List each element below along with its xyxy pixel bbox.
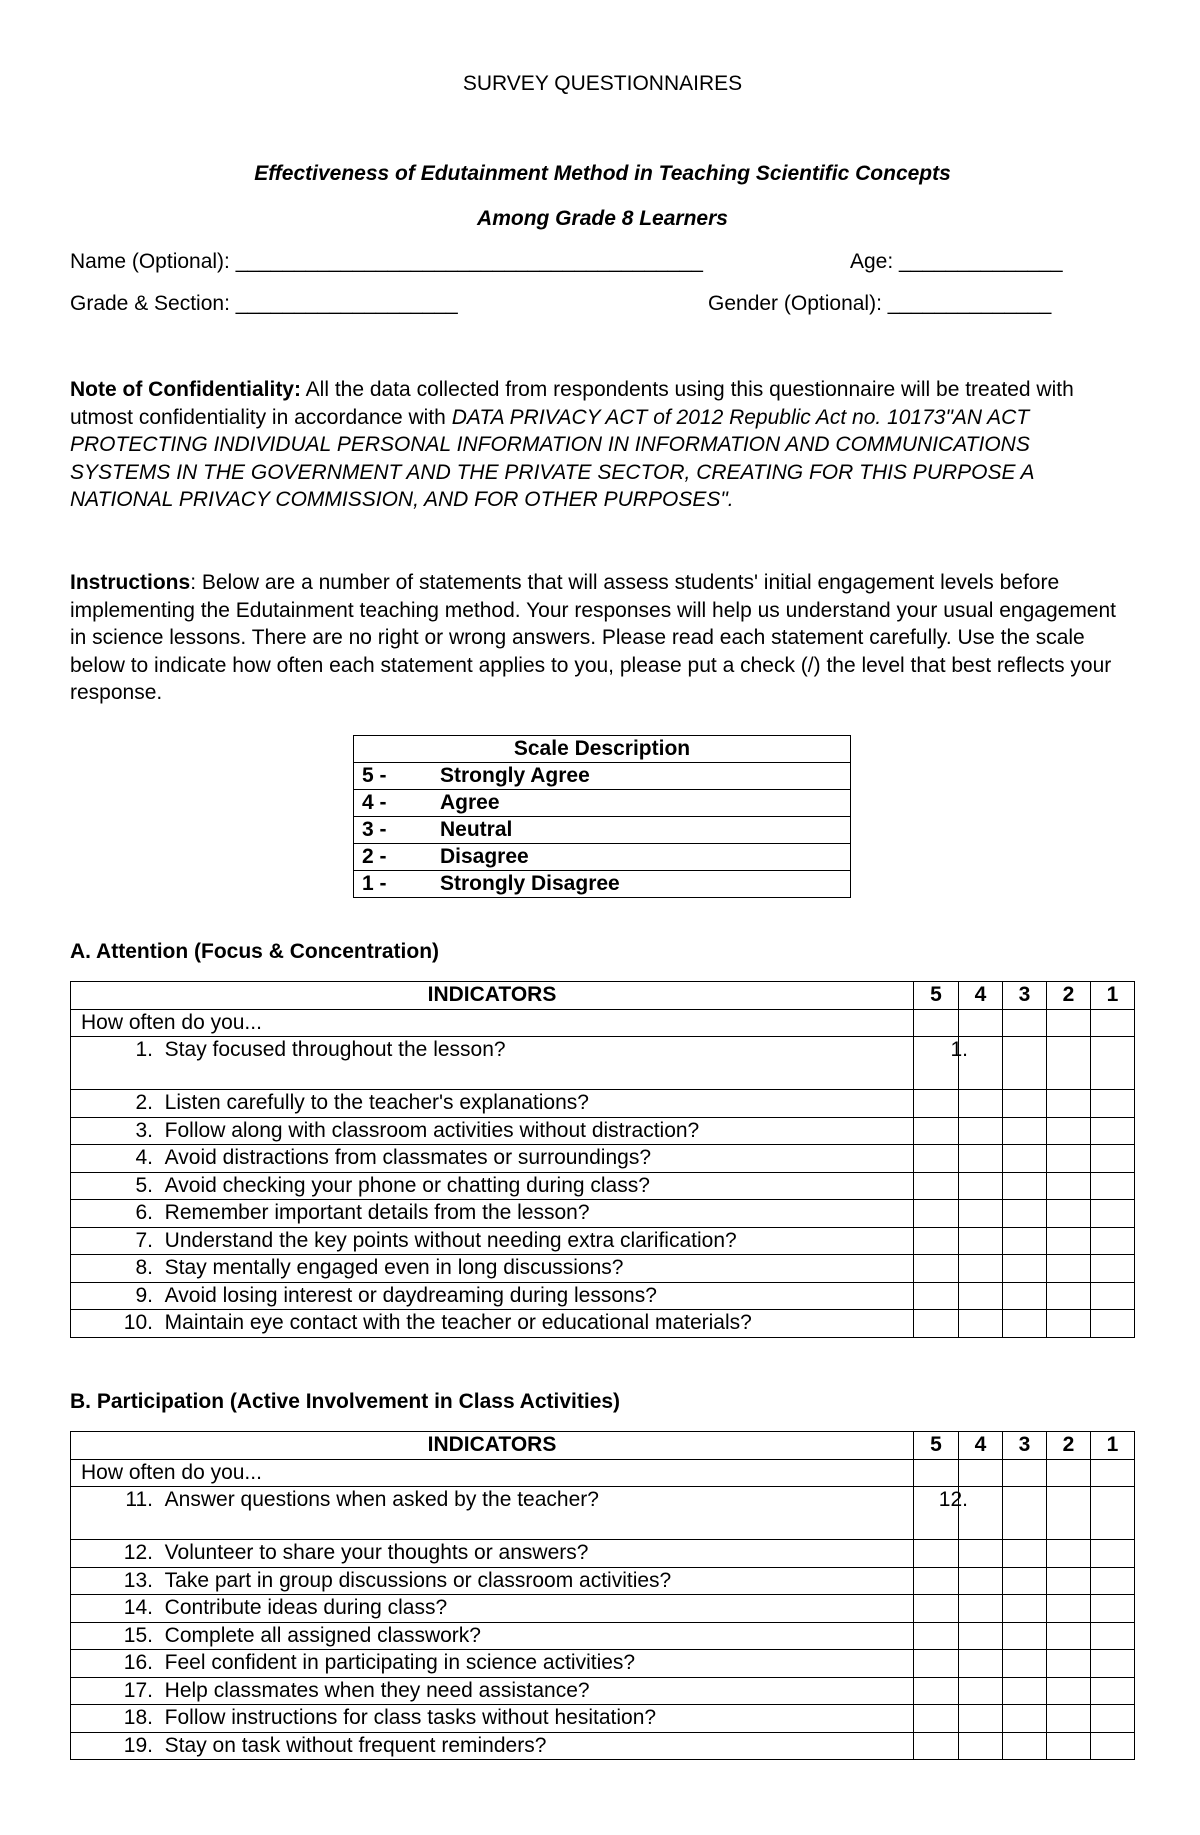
item-number: 1.	[135, 1038, 153, 1061]
rating-checkbox[interactable]	[1003, 1255, 1047, 1283]
prompt-text: How often do you...	[71, 1009, 914, 1037]
table-row	[71, 1622, 1135, 1650]
rating-checkbox[interactable]	[1091, 1567, 1135, 1595]
note-text: All the data collected from respondents using this questionnaire will be treated with utmost confidentiality in accordance with	[70, 378, 1074, 429]
rating-checkbox[interactable]	[1047, 1487, 1091, 1540]
rating-checkbox[interactable]	[1091, 1487, 1135, 1540]
rating-checkbox[interactable]	[1003, 1705, 1047, 1733]
rating-checkbox[interactable]	[1091, 1622, 1135, 1650]
rating-checkbox[interactable]	[914, 1172, 959, 1200]
rating-checkbox[interactable]	[1003, 1677, 1047, 1705]
stray-mark: 12.	[938, 1488, 968, 1511]
col-4-header: 4	[959, 982, 1003, 1010]
table-row	[71, 1037, 1135, 1090]
rating-checkbox[interactable]	[959, 1622, 1003, 1650]
item-number: 3.	[135, 1118, 153, 1142]
item-text: Stay on task without frequent reminders?	[164, 1733, 547, 1757]
grade-section-field[interactable]: Grade & Section: ___________________	[70, 292, 458, 315]
item-number: 5.	[135, 1173, 153, 1197]
col-1-header: 1	[1091, 982, 1135, 1010]
indicator-text	[71, 1487, 914, 1540]
rating-checkbox[interactable]	[914, 1622, 959, 1650]
rating-cell	[1091, 1459, 1135, 1487]
indicator-text	[71, 1540, 914, 1568]
rating-checkbox[interactable]	[1003, 1117, 1047, 1145]
rating-checkbox[interactable]	[1091, 1282, 1135, 1310]
indicator-text	[71, 1227, 914, 1255]
rating-checkbox[interactable]	[1091, 1650, 1135, 1678]
scale-header: Scale Description	[354, 736, 851, 763]
item-number: 2.	[135, 1091, 153, 1115]
col-1-header: 1	[1091, 1432, 1135, 1460]
rating-checkbox[interactable]	[1047, 1037, 1091, 1090]
rating-checkbox[interactable]	[959, 1200, 1003, 1228]
stray-mark: 1.	[950, 1038, 968, 1061]
rating-checkbox[interactable]	[1091, 1595, 1135, 1623]
rating-checkbox[interactable]	[914, 1310, 959, 1338]
attention-indicators-table	[70, 981, 1135, 1338]
scale-num: 4 -	[354, 790, 433, 817]
col-4-header: 4	[959, 1432, 1003, 1460]
rating-checkbox[interactable]	[959, 1650, 1003, 1678]
table-row	[71, 1282, 1135, 1310]
rating-checkbox[interactable]	[1003, 1540, 1047, 1568]
item-text: Complete all assigned classwork?	[164, 1623, 481, 1647]
table-row	[71, 1310, 1135, 1338]
table-row	[71, 1567, 1135, 1595]
rating-checkbox[interactable]	[1091, 1255, 1135, 1283]
rating-checkbox[interactable]	[1003, 1310, 1047, 1338]
survey-subtitle-line2: Among Grade 8 Learners	[477, 207, 728, 230]
rating-checkbox[interactable]	[914, 1090, 959, 1118]
rating-checkbox[interactable]	[1003, 1200, 1047, 1228]
item-number: 12.	[123, 1541, 153, 1565]
indicators-header: INDICATORS	[71, 1432, 914, 1460]
rating-checkbox[interactable]	[1047, 1567, 1091, 1595]
col-5-header: 5	[914, 1432, 959, 1460]
rating-checkbox[interactable]	[1047, 1622, 1091, 1650]
indicator-text	[71, 1255, 914, 1283]
rating-checkbox[interactable]	[914, 1595, 959, 1623]
indicator-text	[71, 1200, 914, 1228]
table-row	[71, 1227, 1135, 1255]
rating-checkbox[interactable]	[1047, 1172, 1091, 1200]
rating-cell	[1091, 1009, 1135, 1037]
survey-subtitle-line1: Effectiveness of Edutainment Method in Teaching Scientific Concepts	[254, 162, 951, 185]
instructions-label: Instructions	[70, 571, 191, 594]
table-row	[71, 1487, 1135, 1540]
indicator-text	[71, 1567, 914, 1595]
rating-checkbox[interactable]	[1047, 1255, 1091, 1283]
rating-checkbox[interactable]	[959, 1540, 1003, 1568]
item-number: 14.	[123, 1596, 153, 1620]
section-b-heading: B. Participation (Active Involvement in Class Activities)	[70, 1390, 621, 1413]
rating-checkbox[interactable]	[914, 1650, 959, 1678]
scale-desc: Agree	[432, 790, 851, 817]
rating-checkbox[interactable]	[914, 1567, 959, 1595]
scale-desc: Disagree	[432, 844, 851, 871]
rating-checkbox[interactable]	[959, 1117, 1003, 1145]
scale-row	[354, 871, 851, 898]
table-row	[71, 1595, 1135, 1623]
scale-description-table	[353, 735, 851, 898]
indicator-text	[71, 1117, 914, 1145]
table-row	[71, 1255, 1135, 1283]
rating-checkbox[interactable]	[1003, 1227, 1047, 1255]
rating-checkbox[interactable]	[1047, 1732, 1091, 1760]
item-text: Listen carefully to the teacher's explanations?	[164, 1091, 589, 1115]
rating-checkbox[interactable]	[1091, 1705, 1135, 1733]
item-text: Remember important details from the lesson?	[164, 1201, 590, 1225]
age-field[interactable]: Age: ______________	[850, 250, 1063, 273]
rating-checkbox[interactable]	[1003, 1037, 1047, 1090]
rating-checkbox[interactable]	[1047, 1145, 1091, 1173]
scale-desc: Strongly Agree	[432, 763, 851, 790]
rating-checkbox[interactable]	[959, 1732, 1003, 1760]
scale-num: 5 -	[354, 763, 433, 790]
rating-checkbox[interactable]	[1091, 1540, 1135, 1568]
rating-checkbox[interactable]	[1091, 1172, 1135, 1200]
rating-checkbox[interactable]	[914, 1677, 959, 1705]
item-text: Feel confident in participating in science activities?	[164, 1651, 636, 1675]
rating-checkbox[interactable]	[1047, 1540, 1091, 1568]
rating-cell	[1047, 1009, 1091, 1037]
scale-num: 3 -	[354, 817, 433, 844]
rating-cell	[914, 1459, 959, 1487]
rating-checkbox[interactable]	[1091, 1117, 1135, 1145]
instructions-text: : Below are a number of statements that will assess students' initial engagement levels before implementing the Edutainment teaching method. Your responses will help us understand your usual engagement in science lessons. There are no right or wrong answers. Please read each statement carefully. Use the scale below to indicate how often each statement applies to you, please put a check (/) the level that best reflects your response.	[70, 571, 1117, 704]
note-law: DATA PRIVACY ACT of 2012 Republic Act no. 10173"AN ACT PROTECTING INDIVIDUAL PERSONAL INFORMATION IN INFORMATION AND COMMUNICATIONS SYSTEMS IN THE GOVERNMENT AND THE PRIVATE SECTOR, CREATING FOR THIS PURPOSE A NATIONAL PRIVACY COMMISSION, AND FOR OTHER PURPOSES".	[70, 405, 1034, 511]
rating-checkbox[interactable]	[914, 1705, 959, 1733]
prompt-row	[71, 1009, 1135, 1037]
indicator-text	[71, 1090, 914, 1118]
item-text: Follow instructions for class tasks without hesitation?	[164, 1706, 657, 1730]
item-number: 10.	[123, 1311, 153, 1335]
indicator-text	[71, 1705, 914, 1733]
rating-checkbox[interactable]	[1003, 1622, 1047, 1650]
col-2-header: 2	[1047, 1432, 1091, 1460]
rating-checkbox[interactable]	[1047, 1200, 1091, 1228]
page-title: SURVEY QUESTIONNAIRES	[462, 72, 743, 95]
indicator-text	[71, 1622, 914, 1650]
indicator-text	[71, 1172, 914, 1200]
rating-checkbox[interactable]	[959, 1310, 1003, 1338]
scale-row	[354, 844, 851, 871]
rating-checkbox[interactable]	[914, 1540, 959, 1568]
indicator-text	[71, 1677, 914, 1705]
table-row	[71, 1172, 1135, 1200]
table-row	[71, 1732, 1135, 1760]
table-row	[71, 1145, 1135, 1173]
table-row	[71, 1117, 1135, 1145]
rating-checkbox[interactable]	[1091, 1037, 1135, 1090]
item-text: Avoid checking your phone or chatting during class?	[164, 1173, 650, 1197]
rating-checkbox[interactable]	[959, 1255, 1003, 1283]
rating-checkbox[interactable]	[914, 1037, 968, 1090]
table-row	[71, 1705, 1135, 1733]
indicator-text	[71, 1732, 914, 1760]
rating-checkbox[interactable]	[914, 1282, 959, 1310]
participation-indicators-table	[70, 1431, 1135, 1760]
item-number: 7.	[135, 1228, 153, 1252]
item-text: Answer questions when asked by the teacher?	[164, 1488, 599, 1511]
table-row	[71, 1540, 1135, 1568]
item-text: Take part in group discussions or classroom activities?	[164, 1568, 672, 1592]
col-2-header: 2	[1047, 982, 1091, 1010]
rating-checkbox[interactable]	[1003, 1595, 1047, 1623]
col-3-header: 3	[1003, 1432, 1047, 1460]
rating-checkbox[interactable]	[959, 1705, 1003, 1733]
item-number: 19.	[123, 1733, 153, 1757]
rating-checkbox[interactable]	[1003, 1732, 1047, 1760]
table-row	[71, 1200, 1135, 1228]
rating-checkbox[interactable]	[1091, 1200, 1135, 1228]
rating-checkbox[interactable]	[959, 1282, 1003, 1310]
indicator-text	[71, 1037, 914, 1090]
item-text: Volunteer to share your thoughts or answers?	[164, 1541, 589, 1565]
rating-checkbox[interactable]	[914, 1200, 959, 1228]
rating-checkbox[interactable]	[914, 1255, 959, 1283]
rating-checkbox[interactable]	[1047, 1282, 1091, 1310]
rating-cell	[1003, 1459, 1047, 1487]
rating-checkbox[interactable]	[1003, 1650, 1047, 1678]
rating-checkbox[interactable]	[914, 1117, 959, 1145]
rating-checkbox[interactable]	[959, 1172, 1003, 1200]
instructions	[70, 569, 1130, 707]
col-3-header: 3	[1003, 982, 1047, 1010]
rating-checkbox[interactable]	[914, 1227, 959, 1255]
item-number: 11.	[125, 1488, 153, 1511]
gender-field[interactable]: Gender (Optional): ______________	[708, 292, 1052, 315]
rating-checkbox[interactable]	[1047, 1227, 1091, 1255]
rating-cell	[959, 1009, 1003, 1037]
item-number: 6.	[135, 1201, 153, 1225]
rating-checkbox[interactable]	[959, 1567, 1003, 1595]
rating-cell	[1003, 1009, 1047, 1037]
rating-checkbox[interactable]	[1003, 1172, 1047, 1200]
rating-cell	[914, 1009, 959, 1037]
indicators-header: INDICATORS	[71, 982, 914, 1010]
item-text: Maintain eye contact with the teacher or educational materials?	[164, 1311, 752, 1335]
prompt-row	[71, 1459, 1135, 1487]
rating-checkbox[interactable]	[959, 1227, 1003, 1255]
name-field[interactable]: Name (Optional): ________________________________________	[70, 250, 703, 273]
rating-checkbox[interactable]	[1047, 1090, 1091, 1118]
rating-checkbox[interactable]	[1047, 1677, 1091, 1705]
rating-checkbox[interactable]	[1091, 1310, 1135, 1338]
rating-checkbox[interactable]	[1047, 1117, 1091, 1145]
rating-checkbox[interactable]	[1091, 1090, 1135, 1118]
rating-checkbox[interactable]	[959, 1145, 1003, 1173]
indicator-text	[71, 1282, 914, 1310]
scale-desc: Strongly Disagree	[432, 871, 851, 898]
scale-row	[354, 817, 851, 844]
rating-checkbox[interactable]	[1091, 1227, 1135, 1255]
item-number: 8.	[135, 1256, 153, 1280]
scale-desc: Neutral	[432, 817, 851, 844]
indicator-text	[71, 1145, 914, 1173]
rating-checkbox[interactable]	[1003, 1567, 1047, 1595]
item-text: Stay mentally engaged even in long discussions?	[164, 1256, 624, 1280]
rating-checkbox[interactable]	[1003, 1145, 1047, 1173]
col-5-header: 5	[914, 982, 959, 1010]
rating-checkbox[interactable]	[959, 1677, 1003, 1705]
item-text: Contribute ideas during class?	[164, 1596, 448, 1620]
scale-row	[354, 790, 851, 817]
rating-checkbox[interactable]	[1091, 1732, 1135, 1760]
rating-checkbox[interactable]	[914, 1732, 959, 1760]
item-number: 16.	[123, 1651, 153, 1675]
rating-checkbox[interactable]	[1003, 1090, 1047, 1118]
item-number: 13.	[123, 1568, 153, 1592]
confidentiality-note	[70, 376, 1130, 514]
scale-row	[354, 763, 851, 790]
rating-checkbox[interactable]	[1047, 1310, 1091, 1338]
table-row	[71, 1650, 1135, 1678]
rating-checkbox[interactable]	[959, 1595, 1003, 1623]
rating-checkbox[interactable]	[914, 1487, 968, 1540]
rating-checkbox[interactable]	[1047, 1595, 1091, 1623]
section-a-heading: A. Attention (Focus & Concentration)	[70, 940, 440, 963]
note-label: Note of Confidentiality:	[70, 378, 301, 401]
indicator-text	[71, 1595, 914, 1623]
item-number: 15.	[123, 1623, 153, 1647]
rating-cell	[1047, 1459, 1091, 1487]
item-text: Follow along with classroom activities without distraction?	[164, 1118, 700, 1142]
rating-checkbox[interactable]	[1003, 1487, 1047, 1540]
rating-checkbox[interactable]	[1091, 1145, 1135, 1173]
item-text: Avoid distractions from classmates or surroundings?	[164, 1146, 651, 1170]
scale-num: 1 -	[354, 871, 433, 898]
table-row	[71, 1677, 1135, 1705]
item-number: 17.	[123, 1678, 153, 1702]
rating-cell	[959, 1459, 1003, 1487]
indicator-text	[71, 1650, 914, 1678]
rating-checkbox[interactable]	[1047, 1705, 1091, 1733]
prompt-text: How often do you...	[71, 1459, 914, 1487]
rating-checkbox[interactable]	[1091, 1677, 1135, 1705]
item-text: Understand the key points without needing extra clarification?	[164, 1228, 737, 1252]
rating-checkbox[interactable]	[914, 1145, 959, 1173]
item-number: 9.	[135, 1283, 153, 1307]
indicator-text	[71, 1310, 914, 1338]
rating-checkbox[interactable]	[1003, 1282, 1047, 1310]
item-number: 18.	[123, 1706, 153, 1730]
item-text: Stay focused throughout the lesson?	[164, 1038, 506, 1061]
item-number: 4.	[135, 1146, 153, 1170]
table-row	[71, 1090, 1135, 1118]
rating-checkbox[interactable]	[959, 1090, 1003, 1118]
rating-checkbox[interactable]	[1047, 1650, 1091, 1678]
item-text: Help classmates when they need assistance?	[164, 1678, 590, 1702]
item-text: Avoid losing interest or daydreaming during lessons?	[164, 1283, 657, 1307]
scale-num: 2 -	[354, 844, 433, 871]
